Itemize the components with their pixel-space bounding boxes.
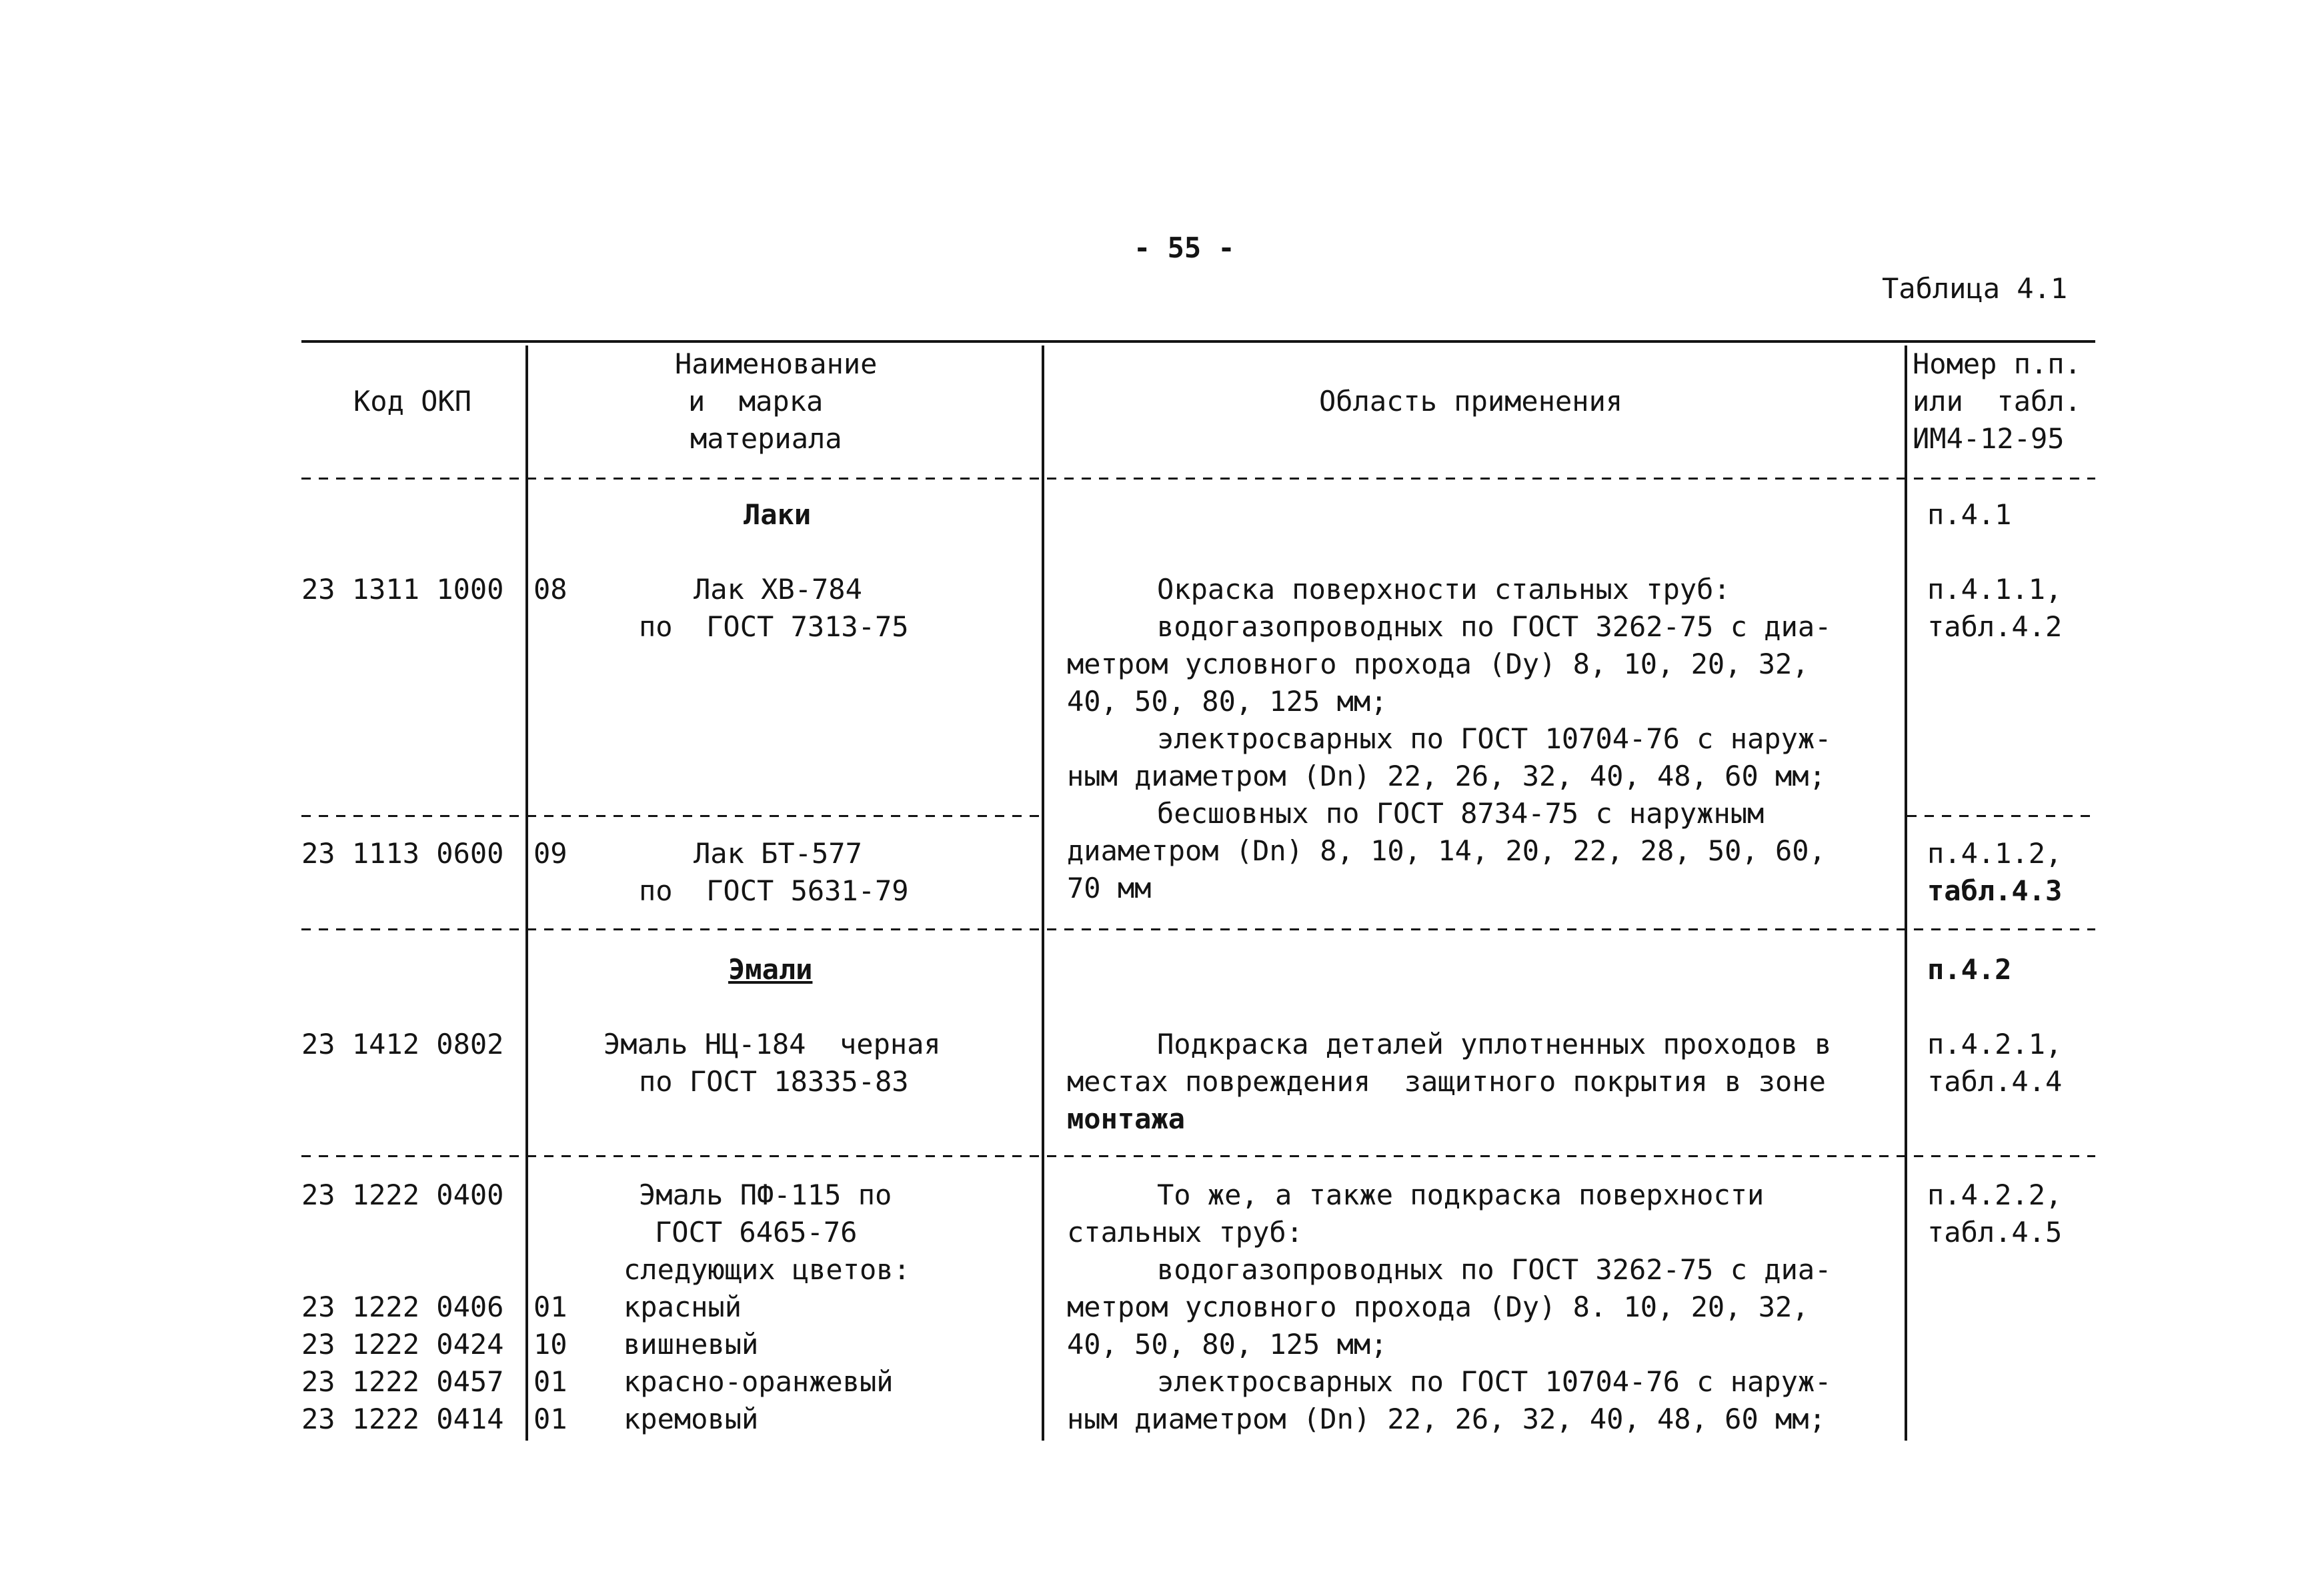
section-title-enamels: Эмали: [728, 953, 813, 986]
header-ref-1: Номер п.п.: [1913, 347, 2081, 380]
row-area-7: ным диаметром (Dn) 22, 26, 32, 40, 48, 60 мм;: [1067, 1403, 1826, 1435]
area-line: 70 мм: [1067, 872, 1152, 904]
column-separator-3: [1905, 345, 1907, 1441]
section-ref-lacquers: п.4.1: [1927, 498, 2012, 531]
area-line: водогазопроводных по ГОСТ 3262-75 с диа-: [1157, 610, 1832, 643]
row-area-5: 40, 50, 80, 125 мм;: [1067, 1328, 1388, 1361]
color-code: 23 1222 0406: [301, 1291, 504, 1323]
color-sub: 01: [533, 1365, 567, 1398]
row-name-2: ГОСТ 6465-76: [655, 1216, 858, 1249]
row-code: 23 1113 0600: [301, 837, 504, 870]
page-number: - 55 -: [1134, 231, 1235, 264]
area-line: бесшовных по ГОСТ 8734-75 с наружным: [1157, 797, 1765, 830]
row-name-2: по ГОСТ 7313-75: [639, 610, 909, 643]
header-ref-2: или табл.: [1913, 385, 2081, 418]
header-code: Код ОКП: [353, 385, 472, 418]
row-ref-1: п.4.1.2,: [1927, 837, 2063, 870]
row-name-2: по ГОСТ 5631-79: [639, 874, 909, 907]
color-sub: 10: [533, 1328, 567, 1361]
row-area-1: То же, а также подкраска поверхности: [1157, 1178, 1765, 1211]
area-line: ным диаметром (Dn) 22, 26, 32, 40, 48, 60 мм;: [1067, 760, 1826, 792]
row-ref-1: п.4.1.1,: [1927, 573, 2063, 606]
color-sub: 01: [533, 1291, 567, 1323]
row-divider-3: [301, 1155, 2095, 1157]
column-separator-1: [525, 345, 528, 1441]
row-divider-1b: [1907, 815, 2095, 817]
row-code: 23 1412 0802: [301, 1028, 504, 1060]
row-area-2: местах повреждения защитного покрытия в зоне: [1067, 1065, 1826, 1098]
row-code: 23 1311 1000: [301, 573, 504, 606]
row-code: 23 1222 0400: [301, 1178, 504, 1211]
section-ref-enamels: п.4.2: [1927, 953, 2012, 986]
row-divider-2: [301, 928, 2095, 930]
row-ref-2: табл.4.2: [1927, 610, 2063, 643]
area-line: 40, 50, 80, 125 мм;: [1067, 685, 1388, 718]
table-top-rule: [301, 340, 2095, 343]
row-ref-1: п.4.2.2,: [1927, 1178, 2063, 1211]
row-area-3: водогазопроводных по ГОСТ 3262-75 с диа-: [1157, 1253, 1832, 1286]
row-sub: 08: [533, 573, 567, 606]
area-line: Окраска поверхности стальных труб:: [1157, 573, 1730, 606]
color-code: 23 1222 0457: [301, 1365, 504, 1398]
row-ref-2: табл.4.3: [1927, 874, 2063, 907]
row-name-1: Эмаль НЦ-184 черная: [604, 1028, 941, 1060]
area-line: диаметром (Dn) 8, 10, 14, 20, 22, 28, 50, 60,: [1067, 834, 1826, 867]
color-sub: 01: [533, 1403, 567, 1435]
row-divider-1a: [301, 815, 1042, 817]
color-code: 23 1222 0414: [301, 1403, 504, 1435]
color-code: 23 1222 0424: [301, 1328, 504, 1361]
header-name-3: материала: [690, 422, 842, 455]
header-area: Область применения: [1319, 385, 1623, 418]
area-line: электросварных по ГОСТ 10704-76 с наруж-: [1157, 722, 1832, 755]
row-name-1: Эмаль ПФ-115 по: [639, 1178, 892, 1211]
header-divider: [301, 478, 2095, 480]
row-sub: 09: [533, 837, 567, 870]
row-area-4: метром условного прохода (Dy) 8. 10, 20, 32,: [1067, 1291, 1809, 1323]
row-ref-1: п.4.2.1,: [1927, 1028, 2063, 1060]
row-ref-2: табл.4.4: [1927, 1065, 2063, 1098]
row-name-3: следующих цветов:: [624, 1253, 910, 1286]
header-ref-3: ИМ4-12-95: [1913, 422, 2065, 455]
color-name: красно-оранжевый: [624, 1365, 894, 1398]
row-area-1: Подкраска деталей уплотненных проходов в: [1157, 1028, 1832, 1060]
section-title-lacquers: Лаки: [744, 498, 812, 531]
table-label: Таблица 4.1: [1882, 272, 2068, 305]
area-line: метром условного прохода (Dy) 8, 10, 20, 32,: [1067, 648, 1809, 680]
row-area-6: электросварных по ГОСТ 10704-76 с наруж-: [1157, 1365, 1832, 1398]
row-area-2: стальных труб:: [1067, 1216, 1304, 1249]
column-separator-2: [1042, 345, 1044, 1441]
row-ref-2: табл.4.5: [1927, 1216, 2063, 1249]
row-area-3: монтажа: [1067, 1102, 1186, 1135]
header-name-1: Наименование: [675, 347, 878, 380]
color-name: вишневый: [624, 1328, 759, 1361]
color-name: красный: [624, 1291, 742, 1323]
row-name-1: Лак ХВ-784: [694, 573, 862, 606]
row-name-2: по ГОСТ 18335-83: [639, 1065, 909, 1098]
color-name: кремовый: [624, 1403, 759, 1435]
header-name-2: и марка: [688, 385, 824, 418]
row-name-1: Лак БТ-577: [694, 837, 862, 870]
